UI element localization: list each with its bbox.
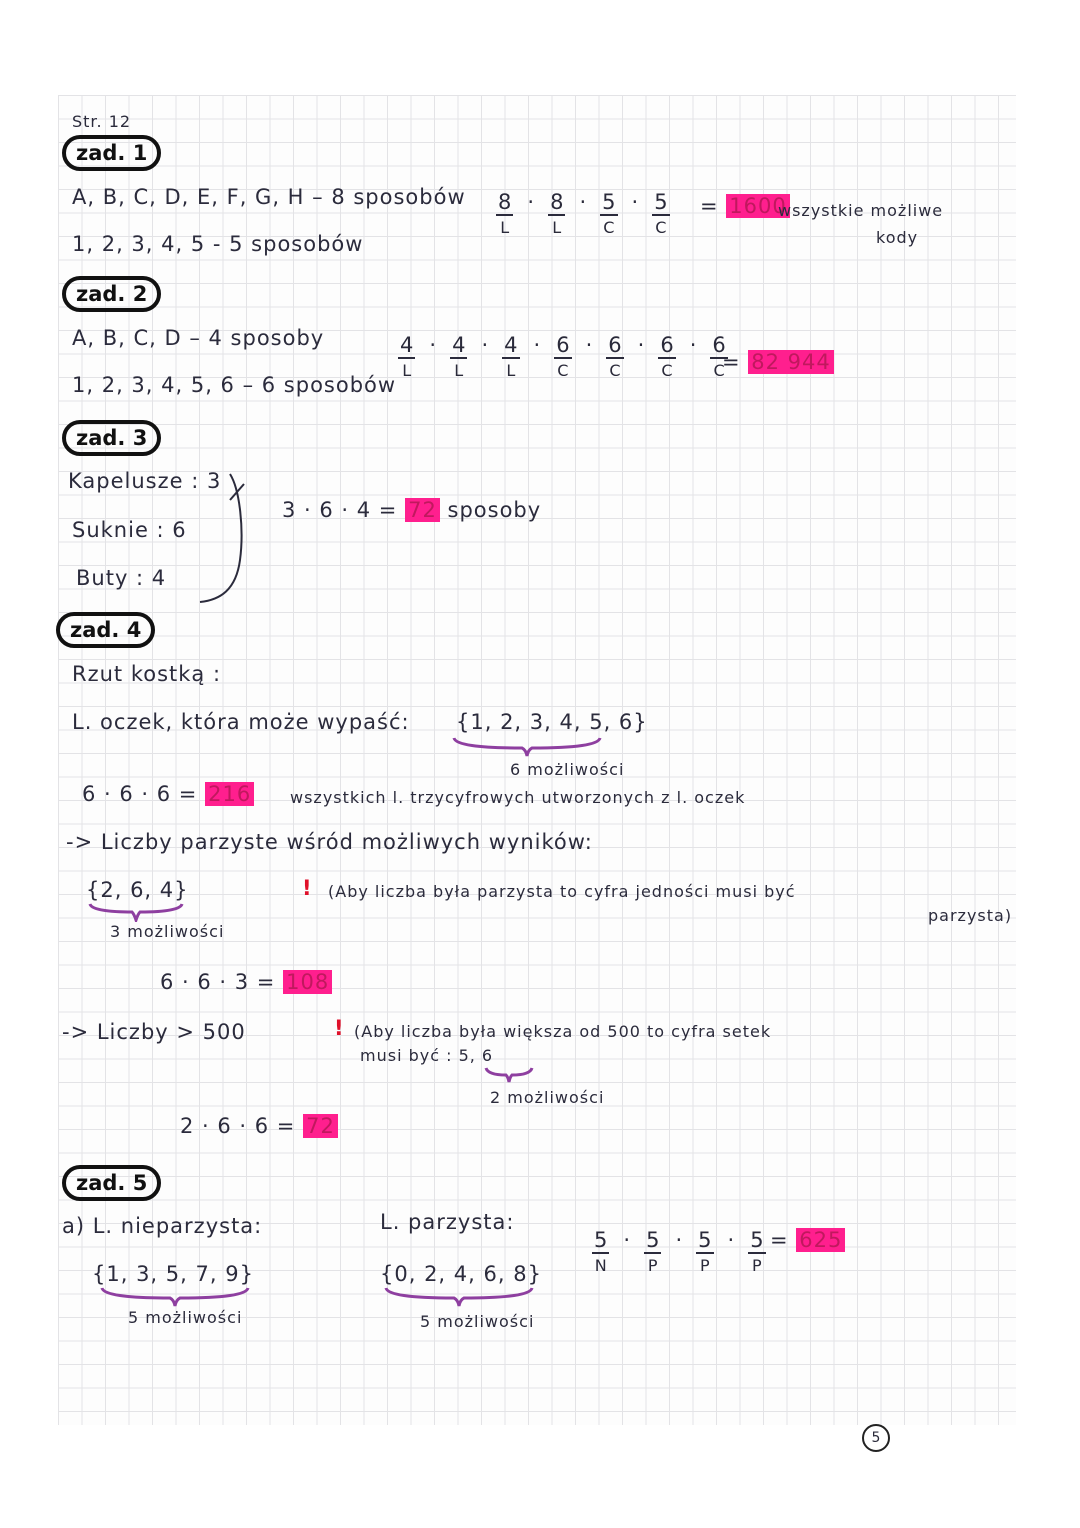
task-3-result: 72 [405, 498, 440, 522]
task-3-bracket [196, 470, 256, 610]
task-3-shoes: Buty : 4 [76, 566, 167, 590]
task-1-result-row: = 1600 [700, 194, 790, 218]
task-5-factor [696, 1228, 713, 1275]
task-5-dot: · [675, 1228, 683, 1252]
task-1-factor-value: 5 [602, 190, 616, 214]
task-1-line-2: 1, 2, 3, 4, 5 - 5 sposobów [72, 232, 364, 256]
task-2-factor [450, 333, 467, 380]
task-1-factor [600, 190, 617, 237]
task-2-product [398, 333, 728, 380]
task-4-brace-3 [484, 1066, 534, 1084]
task-2-result-row: = 82 944 [722, 350, 834, 374]
task-1-dot: · [579, 190, 587, 214]
task-1-title: zad. 1 [62, 135, 161, 171]
task-1-factor-value: 8 [550, 190, 564, 214]
task-3-title: zad. 3 [62, 420, 161, 456]
task-4-eq-1-note: wszystkich l. trzycyfrowych utworzonych z l. oczek [290, 788, 746, 807]
task-1-factor [496, 190, 513, 237]
task-4-res-3: 72 [303, 1114, 338, 1138]
task-1-factor [652, 190, 669, 237]
task-4-heading-2: L. oczek, która może wypaść: [72, 710, 410, 734]
task-1-factor-type: L [552, 218, 562, 237]
task-2-factor-type: C [661, 361, 673, 380]
task-5-factor-value: 5 [698, 1228, 712, 1252]
task-4-eq-3-row [180, 1114, 338, 1138]
task-5-dot: · [727, 1228, 735, 1252]
task-5-result: 625 [796, 1228, 845, 1252]
task-4-res-2: 108 [283, 970, 332, 994]
task-2-dot: · [481, 333, 489, 357]
task-1-result: 1600 [726, 194, 789, 218]
task-1-factor [548, 190, 565, 237]
task-2-line-2: 1, 2, 3, 4, 5, 6 – 6 sposobów [72, 373, 397, 397]
task-4-warning-mark-1: ! [302, 876, 313, 900]
task-1-factor-type: C [603, 218, 615, 237]
task-4-brace-2 [88, 902, 184, 922]
task-2-factor-value: 6 [556, 333, 570, 357]
task-2-factor [502, 333, 519, 380]
task-4-brace-1 [452, 736, 602, 758]
task-2-factor-value: 4 [400, 333, 414, 357]
task-2-factor-value: 4 [504, 333, 518, 357]
task-2-factor-type: L [506, 361, 516, 380]
task-2-factor [554, 333, 571, 380]
task-5-brace-even [384, 1286, 534, 1308]
page-label: Str. 12 [72, 112, 132, 131]
task-5-factor-type: N [594, 1256, 607, 1275]
task-3-equation-row [282, 498, 541, 522]
task-4-heading-4: -> Liczby > 500 [62, 1020, 246, 1044]
task-5-even-set: {0, 2, 4, 6, 8} [380, 1262, 542, 1286]
task-5-factor [592, 1228, 609, 1275]
task-4-title: zad. 4 [56, 612, 155, 648]
task-2-dot: · [585, 333, 593, 357]
task-5-factor [748, 1228, 765, 1275]
task-4-eq-1: 6 · 6 · 6 = [82, 782, 198, 806]
task-4-warning-mark-2: ! [334, 1016, 345, 1040]
task-2-factor-value: 6 [712, 333, 726, 357]
task-2-dot: · [429, 333, 437, 357]
task-4-set-2: {2, 6, 4} [86, 878, 189, 902]
task-2-title: zad. 2 [62, 276, 161, 312]
task-4-warning-2-note: 2 możliwości [490, 1088, 605, 1107]
task-3-hats: Kapelusze : 3 [68, 469, 222, 493]
task-5-factor-value: 5 [594, 1228, 608, 1252]
task-4-warning-1-end: parzysta) [928, 906, 1013, 925]
task-2-factor [398, 333, 415, 380]
task-3-unit: sposoby [447, 498, 542, 522]
task-5-odd-set: {1, 3, 5, 7, 9} [92, 1262, 254, 1286]
task-2-result: 82 944 [748, 350, 833, 374]
task-4-set-2-note: 3 możliwości [110, 922, 225, 941]
task-2-factor [658, 333, 675, 380]
task-5-factor [644, 1228, 661, 1275]
task-1-factor-type: L [500, 218, 510, 237]
page-number: 5 [862, 1424, 890, 1452]
task-5-result-row: = 625 [770, 1228, 845, 1252]
task-1-note-2: kody [876, 228, 919, 247]
task-4-heading-1: Rzut kostką : [72, 662, 222, 686]
task-4-eq-2-row [160, 970, 332, 994]
task-5-odd-note: 5 możliwości [128, 1308, 243, 1327]
task-1-product [496, 190, 670, 237]
task-5-even-note: 5 możliwości [420, 1312, 535, 1331]
task-2-factor-type: L [454, 361, 464, 380]
task-5-odd-label: a) L. nieparzysta: [62, 1214, 263, 1238]
task-2-factor-type: L [402, 361, 412, 380]
task-3-dresses: Suknie : 6 [72, 518, 187, 542]
task-5-brace-odd [100, 1286, 250, 1308]
task-5-factor-type: P [647, 1256, 658, 1275]
task-1-dot: · [631, 190, 639, 214]
task-4-heading-3: -> Liczby parzyste wśród możliwych wyników: [66, 830, 593, 854]
task-4-res-1: 216 [205, 782, 254, 806]
task-2-factor-value: 4 [452, 333, 466, 357]
task-1-factor-type: C [655, 218, 667, 237]
task-2-factor-type: C [557, 361, 569, 380]
task-4-warning-1: (Aby liczba była parzysta to cyfra jedności musi być [328, 882, 796, 901]
task-1-factor-value: 5 [654, 190, 668, 214]
task-2-factor [606, 333, 623, 380]
task-4-set-1: {1, 2, 3, 4, 5, 6} [456, 710, 648, 734]
task-5-factor-type: P [752, 1256, 762, 1275]
task-2-dot: · [533, 333, 541, 357]
task-5-dot: · [623, 1228, 631, 1252]
task-2-factor-value: 6 [660, 333, 674, 357]
task-4-eq-1-row [82, 782, 254, 806]
task-4-eq-2: 6 · 6 · 3 = [160, 970, 276, 994]
task-2-dot: · [689, 333, 697, 357]
task-2-dot: · [637, 333, 645, 357]
task-4-set-1-note: 6 możliwości [510, 760, 625, 779]
task-5-factor-value: 5 [646, 1228, 660, 1252]
task-5-product [592, 1228, 766, 1275]
task-1-line-1: A, B, C, D, E, F, G, H – 8 sposobów [72, 185, 466, 209]
task-2-line-1: A, B, C, D – 4 sposoby [72, 326, 325, 350]
task-5-even-label: L. parzysta: [380, 1210, 515, 1234]
task-5-factor-type: P [699, 1256, 710, 1275]
task-4-warning-2: (Aby liczba była większa od 500 to cyfra setek [354, 1022, 772, 1041]
task-3-equation: 3 · 6 · 4 = [282, 498, 398, 522]
task-1-dot: · [527, 190, 535, 214]
task-1-factor-value: 8 [498, 190, 512, 214]
task-5-title: zad. 5 [62, 1165, 161, 1201]
task-2-factor-type: C [713, 361, 725, 380]
task-2-factor-value: 6 [608, 333, 622, 357]
task-1-note-1: wszystkie możliwe [778, 201, 944, 220]
task-2-factor-type: C [609, 361, 621, 380]
task-4-warning-2-line-2: musi być : 5, 6 [360, 1046, 494, 1065]
task-5-factor-value: 5 [750, 1228, 764, 1252]
task-4-eq-3: 2 · 6 · 6 = [180, 1114, 296, 1138]
